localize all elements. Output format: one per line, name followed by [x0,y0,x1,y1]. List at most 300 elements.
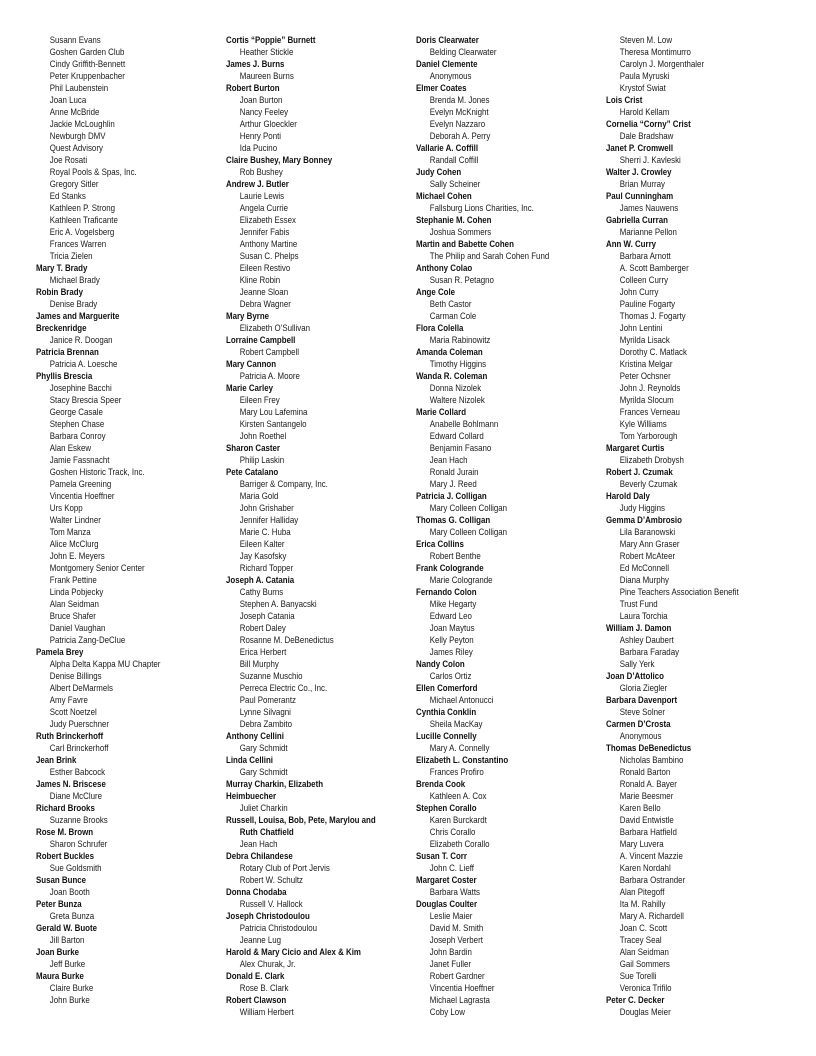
donor-name: Debra Wagner [239,299,291,309]
honoree-name: Maura Burke [36,971,84,981]
donor-name: Evelyn McKnight [429,107,489,117]
donor-name: Arthur Gloeckler [239,119,297,129]
honoree-name: Cornelia “Corny” Crist [606,119,691,129]
donor-name: Jean Hach [239,839,278,849]
honoree-name: Pete Catalano [226,467,279,477]
donor-name: A. Vincent Mazzie [619,851,683,861]
honoree-name: Brenda Cook [416,779,466,789]
donor-name: Edward Collard [429,431,484,441]
donor-name: Barbara Faraday [619,647,680,657]
donor-name: Sue Goldsmith [49,863,102,873]
honoree-name: Gemma D’Ambrosio [606,515,682,525]
honoree-name: Douglas Coulter [416,899,478,909]
donor-name: Mary Colleen Colligan [429,503,508,513]
donor-name: Linda Pobjecky [49,587,104,597]
donor-name: Ida Pucino [239,143,278,153]
honoree-name: Joseph A. Catania [226,575,295,585]
donor-name: Thomas J. Fogarty [619,311,686,321]
honoree-name: Richard Brooks [36,803,95,813]
honoree-name: Fernando Colon [416,587,477,597]
donor-name: Eric A. Vogelsberg [49,227,115,237]
honoree-name: Gerald W. Buote [36,923,98,933]
donor-name: Ed McConnell [619,563,669,573]
donor-name: Bruce Shafer [49,611,96,621]
donor-name: Joan Burton [239,95,283,105]
donor-name: Brian Murray [619,179,665,189]
donor-name: Elizabeth O’Sullivan [239,323,311,333]
donor-name: Benjamin Fasano [429,443,492,453]
donor-name: Angela Currie [239,203,289,213]
donor-name: Laura Torchia [619,611,668,621]
donor-name: Robert McAteer [619,551,676,561]
donor-name: Montgomery Senior Center [49,563,145,573]
donor-name: Elizabeth Corallo [429,839,490,849]
honoree-name: Judy Cohen [416,167,462,177]
honoree-name: Vallarie A. Coffill [416,143,479,153]
donor-name: Robert Daley [239,623,286,633]
honoree-name: Andrew J. Butler [226,179,289,189]
donor-name: Joseph Verbert [429,935,483,945]
honoree-name: Harold & Mary Cicio and Alex & Kim [226,947,361,957]
donor-name: Janet Fuller [429,959,472,969]
donor-name: Robert Campbell [239,347,300,357]
donor-name: Ita M. Rahilly [619,899,666,909]
donor-name: Kyle Williams [619,419,667,429]
donor-name: Karen Burckardt [429,815,487,825]
donor-name: Susann Evans [49,35,101,45]
donor-name: Jeanne Lug [239,935,282,945]
donor-name: Gary Schmidt [239,767,288,777]
honoree-name: Frank Cologrande [416,563,484,573]
donor-name: Michael Brady [49,275,100,285]
donor-name: Kelly Peyton [429,635,474,645]
donor-name: Douglas Meier [619,1007,671,1017]
honoree-name: Stephanie M. Cohen [416,215,492,225]
donor-name: Tom Yarborough [619,431,678,441]
donor-name: Carolyn J. Morgenthaler [619,59,705,69]
donor-name: Tom Manza [49,527,91,537]
donor-name: Jean Hach [429,455,468,465]
donor-name: Maria Gold [239,491,279,501]
donor-name: Carl Brinckerhoff [49,743,109,753]
donor-name: Gary Schmidt [239,743,288,753]
donor-name: Ronald A. Bayer [619,779,677,789]
donor-name: Beverly Czumak [619,479,678,489]
donor-name: Elizabeth Drobysh [619,455,684,465]
honoree-name: Heimbuecher [226,791,277,801]
honoree-name: Joan Burke [36,947,80,957]
donor-name: Pamela Greening [49,479,112,489]
donor-name: Timothy Higgins [429,359,487,369]
column-4 [606,34,739,1018]
honoree-name: Lois Crist [606,95,643,105]
honoree-name: Linda Cellini [226,755,273,765]
donor-name: Sue Torelli [619,971,657,981]
donor-name: John Grishaber [239,503,294,513]
honoree-name: Debra Chilandese [226,851,293,861]
honoree-name: Pamela Brey [36,647,84,657]
honoree-name: Robert J. Czumak [606,467,673,477]
donor-name: Sally Scheiner [429,179,481,189]
donor-name: Goshen Garden Club [49,47,125,57]
donor-name: Carman Cole [429,311,477,321]
donor-name: Sherri J. Kavleski [619,155,681,165]
donor-name: Myrilda Lisack [619,335,670,345]
donor-name: Gail Sommers [619,959,670,969]
honoree-name: Peter Bunza [36,899,82,909]
donor-name: Frances Verneau [619,407,680,417]
donor-name: Karen Nordahl [619,863,671,873]
column-3 [416,34,549,1018]
honoree-name: Donald E. Clark [226,971,285,981]
honoree-name: Phyllis Brescia [36,371,93,381]
donor-name: Cindy Griffith-Bennett [49,59,126,69]
honoree-name: Walter J. Crowley [606,167,672,177]
donor-name: Peter Ochsner [619,371,671,381]
donor-name: Sheila MacKay [429,719,483,729]
donor-name: Janice R. Doogan [49,335,113,345]
donor-name: Rotary Club of Port Jervis [239,863,330,873]
donor-name: Maureen Burns [239,71,294,81]
donor-name: Barriger & Company, Inc. [239,479,328,489]
donor-name: Coby Low [429,1007,465,1017]
donor-name: Chris Corallo [429,827,476,837]
honoree-name: Cynthia Conklin [416,707,477,717]
donor-name: Joseph Catania [239,611,295,621]
donor-name: Anonymous [429,71,472,81]
donor-name: Joan Luca [49,95,87,105]
donor-name: Steven M. Low [619,35,673,45]
donor-name: Judy Puerschner [49,719,110,729]
donor-name: Mary A. Connelly [429,743,490,753]
donor-name: Joan Booth [49,887,90,897]
donor-name: Bill Murphy [239,659,279,669]
column-1 [36,34,160,1006]
donor-name: Amy Favre [49,695,88,705]
honoree-name: Gabriella Curran [606,215,668,225]
donor-name: William Herbert [239,1007,294,1017]
donor-name: Jamie Fassnacht [49,455,110,465]
donor-name: David Entwistle [619,815,674,825]
honoree-name: Ruth Chatfield [239,827,294,837]
honoree-name: Wanda R. Coleman [416,371,488,381]
donor-name: Eileen Kalter [239,539,285,549]
honoree-name: Donna Chodaba [226,887,287,897]
donor-name: Mary Ann Graser [619,539,680,549]
donor-name: Brenda M. Jones [429,95,490,105]
donor-name: Michael Antonucci [429,695,494,705]
donor-name: Harold Kellam [619,107,670,117]
donor-name: David M. Smith [429,923,484,933]
donor-name: Jay Kasofsky [239,551,287,561]
honoree-name: Mary T. Brady [36,263,88,273]
donor-name: Rosanne M. DeBenedictus [239,635,334,645]
donor-name: Marie C. Huba [239,527,291,537]
donor-name: Barbara Ostrander [619,875,686,885]
donor-name: Robert Benthe [429,551,481,561]
honoree-name: Mary Byrne [226,311,270,321]
donor-name: John J. Reynolds [619,383,681,393]
donor-name: Anne McBride [49,107,100,117]
donor-name: Sharon Schrufer [49,839,108,849]
donor-name: Tracey Seal [619,935,662,945]
donor-name: Albert DeMarmels [49,683,113,693]
honoree-name: Ann W. Curry [606,239,657,249]
donor-name: John Bardin [429,947,472,957]
donor-name: Judy Higgins [619,503,666,513]
honoree-name: Robert Clawson [226,995,287,1005]
donor-name: Leslie Maier [429,911,473,921]
honoree-name: Barbara Davenport [606,695,678,705]
donor-name: Rose B. Clark [239,983,289,993]
donor-name: John Lentini [619,323,663,333]
donor-name: Henry Ponti [239,131,282,141]
donor-name: Robert Gardner [429,971,485,981]
donor-name: Mary J. Reed [429,479,477,489]
donor-name: Barbara Watts [429,887,480,897]
honoree-name: Elmer Coates [416,83,467,93]
donor-name: Alan Seidman [49,599,99,609]
donor-name: Karen Bello [619,803,661,813]
donor-name: Denise Billings [49,671,102,681]
donor-name: Trust Fund [619,599,658,609]
donor-name: Frances Profiro [429,767,484,777]
donor-name: Ed Stanks [49,191,86,201]
donor-name: Jennifer Fabis [239,227,290,237]
honoree-name: Joseph Christodoulou [226,911,310,921]
donor-name: Goshen Historic Track, Inc. [49,467,145,477]
donor-name: Jackie McLoughlin [49,119,115,129]
honoree-name: Robert Burton [226,83,280,93]
donor-name: Barbara Hatfield [619,827,677,837]
donor-name: Frances Warren [49,239,107,249]
donor-name: Newburgh DMV [49,131,106,141]
donor-name: Diane McClure [49,791,103,801]
honoree-name: Jean Brink [36,755,77,765]
donor-name: A. Scott Bamberger [619,263,689,273]
donor-name: Alan Eskew [49,443,92,453]
donor-name: Daniel Vaughan [49,623,106,633]
donor-name: Robert W. Schultz [239,875,303,885]
honoree-name: Rose M. Brown [36,827,94,837]
donor-name: Suzanne Muschio [239,671,303,681]
honoree-name: Cortis “Poppie” Burnett [226,35,316,45]
donor-name: Vincentia Hoeffner [429,983,495,993]
donor-name: Erica Herbert [239,647,287,657]
donor-name: Kathleen Traficante [49,215,118,225]
honoree-name: Daniel Clemente [416,59,478,69]
donor-name: Maria Rabinowitz [429,335,491,345]
donor-name: Krystof Swiat [619,83,666,93]
donor-name: Kirsten Santangelo [239,419,307,429]
donor-name: Joshua Sommers [429,227,492,237]
donor-name: Marie Cologrande [429,575,493,585]
donor-name: Steve Solner [619,707,666,717]
honoree-name: Lorraine Campbell [226,335,296,345]
honoree-name: Harold Daly [606,491,650,501]
donor-name: Joan Maytus [429,623,475,633]
donor-name: Kathleen A. Cox [429,791,487,801]
honoree-name: Marie Carley [226,383,274,393]
donor-name: Beth Castor [429,299,472,309]
donor-name: Lila Baranowski [619,527,676,537]
donor-name: Vincentia Hoeffner [49,491,115,501]
donor-name: Alice McClurg [49,539,99,549]
donor-name: Barbara Conroy [49,431,106,441]
honoree-name: Janet P. Cromwell [606,143,674,153]
donor-name: Lynne Silvagni [239,707,291,717]
donor-name: Susan R. Petagno [429,275,494,285]
honoree-name: James J. Burns [226,59,285,69]
donor-name: Suzanne Brooks [49,815,108,825]
honoree-name: Amanda Coleman [416,347,483,357]
donor-name: Denise Brady [49,299,98,309]
donor-name: Eileen Frey [239,395,280,405]
donor-name: James Nauwens [619,203,679,213]
donor-name: James Riley [429,647,473,657]
donor-name: Anabelle Bohlmann [429,419,499,429]
honoree-name: Stephen Corallo [416,803,477,813]
donor-name: Joan C. Scott [619,923,668,933]
donor-name: Evelyn Nazzaro [429,119,486,129]
donor-name: Barbara Arnott [619,251,671,261]
honoree-name: Erica Collins [416,539,464,549]
donor-name: Patricia A. Loesche [49,359,118,369]
donor-name: Veronica Trifilo [619,983,672,993]
donor-name: Ronald Jurain [429,467,479,477]
honoree-name: Carmen D’Crosta [606,719,671,729]
honoree-name: Breckenridge [36,323,87,333]
donor-name: Randall Coffill [429,155,479,165]
honoree-name: Thomas G. Colligan [416,515,491,525]
donor-name: The Philip and Sarah Cohen Fund [429,251,550,261]
honoree-name: James N. Briscese [36,779,106,789]
honoree-name: Ange Cole [416,287,456,297]
honoree-name: Patricia Brennan [36,347,99,357]
donor-name: John Roethel [239,431,287,441]
honoree-name: Susan Bunce [36,875,87,885]
honoree-name: Doris Clearwater [416,35,479,45]
donor-name: Richard Topper [239,563,294,573]
donor-name: Paula Myruski [619,71,670,81]
donor-name: Jennifer Halliday [239,515,299,525]
honoree-name: Martin and Babette Cohen [416,239,514,249]
donor-name: Heather Stickle [239,47,294,57]
donor-name: Mary Lou Lafemina [239,407,308,417]
donor-name: Peter Kruppenbacher [49,71,125,81]
donor-name: John Burke [49,995,90,1005]
donor-name: Scott Noetzel [49,707,97,717]
donor-name: Patricia Christodoulou [239,923,318,933]
donor-name: Sally Yerk [619,659,655,669]
donor-name: Anonymous [619,731,662,741]
donor-name: Pauline Fogarty [619,299,676,309]
donor-name: Jeanne Sloan [239,287,289,297]
donor-name: Ashley Daubert [619,635,674,645]
donor-name: Royal Pools & Spas, Inc. [49,167,137,177]
donor-name: Mary A. Richardell [619,911,684,921]
donor-name: Susan C. Phelps [239,251,299,261]
donor-name: Gregory Sitler [49,179,99,189]
honoree-name: Paul Cunningham [606,191,674,201]
honoree-name: Murray Charkin, Elizabeth [226,779,324,789]
donor-name: Walter Lindner [49,515,101,525]
donor-name: George Casale [49,407,103,417]
donor-name: Quest Advisory [49,143,103,153]
donor-name: Waltere Nizolek [429,395,485,405]
honoree-name: Lucille Connelly [416,731,477,741]
donor-name: Nancy Feeley [239,107,289,117]
donor-name: Tricia Zielen [49,251,93,261]
donor-name: Theresa Montimurro [619,47,691,57]
donor-name: Nicholas Bambino [619,755,684,765]
honoree-name: Peter C. Decker [606,995,665,1005]
donor-name: Anthony Martine [239,239,298,249]
honoree-name: Claire Bushey, Mary Bonney [226,155,333,165]
donor-name: Cathy Burns [239,587,284,597]
donor-name: Edward Leo [429,611,472,621]
honoree-name: Mary Cannon [226,359,277,369]
donor-name: Stacy Brescia Speer [49,395,122,405]
donor-name: Paul Pomerantz [239,695,296,705]
donor-name: Marianne Pellon [619,227,677,237]
donor-name: Debra Zambito [239,719,293,729]
donor-name: Eileen Restivo [239,263,291,273]
donor-name: Greta Bunza [49,911,95,921]
donor-name: Patricia A. Moore [239,371,300,381]
donor-name: Patricia Zang-DeClue [49,635,126,645]
honoree-name: Elizabeth L. Constantino [416,755,509,765]
honoree-name: Ruth Brinckerhoff [36,731,104,741]
donor-name: Alpha Delta Kappa MU Chapter [49,659,161,669]
donor-name: Alex Churak, Jr. [239,959,296,969]
honoree-name: Nandy Colon [416,659,465,669]
donor-name: Diana Murphy [619,575,669,585]
donor-name: Kristina Melgar [619,359,673,369]
donor-name: Joe Rosati [49,155,88,165]
donor-name: Urs Kopp [49,503,83,513]
donor-name: Michael Lagrasta [429,995,490,1005]
donor-name: Alan Seidman [619,947,669,957]
honoree-name: Flora Colella [416,323,464,333]
donor-name: Phil Laubenstein [49,83,109,93]
donor-name: Pine Teachers Association Benefit [619,587,739,597]
honoree-name: Russell, Louisa, Bob, Pete, Marylou and [226,815,376,825]
donor-name: Deborah A. Perry [429,131,491,141]
donor-name: Laurie Lewis [239,191,285,201]
honoree-name: James and Marguerite [36,311,120,321]
donor-name: Donna Nizolek [429,383,482,393]
honoree-name: Susan T. Corr [416,851,467,861]
donor-name: Ronald Barton [619,767,671,777]
donor-name: Dale Bradshaw [619,131,674,141]
honoree-name: Ellen Comerford [416,683,478,693]
donor-name: Fallsburg Lions Charities, Inc. [429,203,534,213]
donor-name: Esther Babcock [49,767,106,777]
honoree-name: Marie Collard [416,407,467,417]
honoree-name: Thomas DeBenedictus [606,743,692,753]
donor-name: Colleen Curry [619,275,669,285]
honoree-name: Sharon Caster [226,443,281,453]
donor-name: Perreca Electric Co., Inc. [239,683,328,693]
donor-name: Claire Burke [49,983,94,993]
donor-name: Mike Hegarty [429,599,477,609]
donor-name: Dorothy C. Matlack [619,347,687,357]
donor-name: Russell V. Hallock [239,899,303,909]
honoree-name: Robin Brady [36,287,83,297]
honoree-name: Joan D’Attolico [606,671,664,681]
honoree-name: Patricia J. Colligan [416,491,487,501]
